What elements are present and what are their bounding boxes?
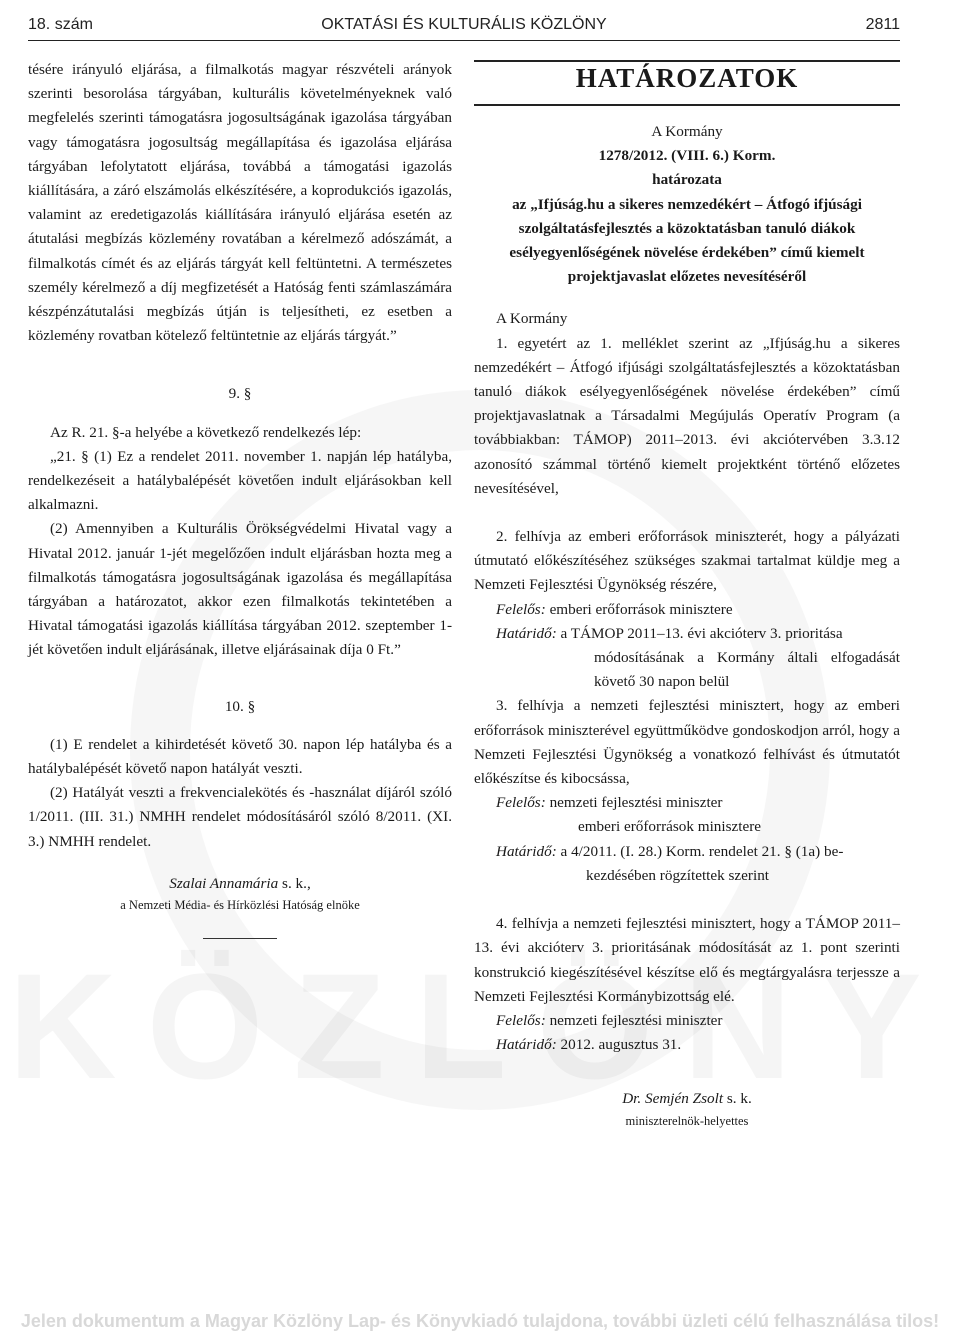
left-signer-suffix: s. k., [282, 874, 311, 892]
page-number: 2811 [865, 16, 900, 33]
decision-number: 1278/2012. (VIII. 6.) Korm. [598, 147, 776, 165]
section-9-intro: Az R. 21. §-a helyébe a következő rendelkezés lép: [50, 423, 362, 441]
decision-subject: az „Ifjúság.hu a sikeres nemzedékért – Átfogó ifjúsági szolgáltatásfejlesztés a közoktatásban tanuló diákok esélyegyenlőségének növelése érdekében” című kiemelt projektjavaslat előzetes nevesítéséről [509, 195, 865, 286]
decision-issuer: A Kormány [651, 123, 723, 140]
section-10-para-1: (1) E rendelet a kihirdetését követő 30. napon lép hatályba és a hatálybalépését követő napon hatályát veszti. [28, 735, 452, 778]
item-4-deadline [474, 1033, 900, 1057]
section-10-heading: 10. § [224, 697, 256, 715]
right-signature [474, 1087, 900, 1111]
item-3-deadline-cont: kezdésében rögzítettek szerint [586, 866, 770, 884]
decision-item-3: 3. felhívja a nemzeti fejlesztési minisztert, hogy az emberi erőforrások miniszterével együttműködve gondoskodjon arról, hogy a Nemzeti Fejlesztési Ügynökség a vonatkozó felhívást és útmutatót előkészítse és kibocsássa, [474, 697, 900, 788]
deadline-value: 2012. augusztus 31. [560, 1036, 682, 1054]
ownership-notice: Jelen dokumentum a Magyar Közlöny Lap- és Könyvkiadó tulajdona, további üzleti célú felhasználása tilos! [20, 1311, 940, 1331]
journal-title: OKTATÁSI ÉS KULTURÁLIS KÖZLÖNY [321, 16, 607, 33]
right-signer-suffix: s. k. [726, 1090, 752, 1108]
deadline-value: a 4/2011. (I. 28.) Korm. rendelet 21. § (1a) be- [560, 842, 844, 860]
section-title: HATÁROZATOK [575, 63, 799, 93]
right-signer-title: miniszterelnök-helyettes [625, 1113, 749, 1128]
section-9-para-2: (2) Amennyiben a Kulturális Örökségvédelmi Hivatal vagy a Hivatal 2012. január 1-jét megelőzően indult eljárásban hozta meg a filmalkotás támogatásra jogosultságának igazolása és megállapítása tárgyában a határozatot, akkor ezen filmalkotás tekintetében a Hivatal támogatási igazolás kiállítása tárgyában 2012. szeptember 1-jét követően indult eljárásának, illetve eljárásainak díja 0 Ft.” [28, 520, 452, 659]
responsible-value: nemzeti fejlesztési miniszter [549, 794, 723, 812]
item-3-responsible-cont: emberi erőforrások minisztere [578, 818, 762, 836]
responsible-label: Felelős: [496, 600, 546, 618]
section-10-para-2: (2) Hatályát veszti a frekvencialekötés és -használat díjáról szóló 1/2011. (III. 31.) NMHH rendelet módosításáról szóló 8/2011. (XI. 3.) NMHH rendelet. [28, 784, 452, 850]
decision-kind: határozata [652, 171, 722, 189]
section-9-para-1: „21. § (1) Ez a rendelet 2011. november 1. napján lép hatályba, rendelkezéseit a hatálybalépését követően indult eljárásokban kell alkalmazni. [28, 447, 452, 514]
section-title-box [474, 60, 900, 106]
item-2-deadline-cont: módosításának a Kormány általi elfogadását követő 30 napon belül [594, 649, 900, 691]
deadline-value: a TÁMOP 2011–13. évi akcióterv 3. prioritása [560, 624, 843, 642]
responsible-value: nemzeti fejlesztési miniszter [549, 1011, 723, 1029]
government-label: A Kormány [496, 310, 568, 328]
issue-number: 18. szám [28, 16, 93, 33]
page-header [28, 14, 900, 41]
deadline-label: Határidő: [496, 1036, 557, 1054]
left-column [28, 58, 452, 939]
left-signer-name: Szalai Annamária [169, 874, 279, 892]
item-3-responsible [474, 791, 900, 815]
section-9-heading: 9. § [228, 385, 252, 403]
responsible-label: Felelős: [496, 1011, 546, 1029]
decision-item-2: 2. felhívja az emberi erőforrások miniszterét, hogy a pályázati útmutató előkészítéséhez szükséges szakmai tartalmat küldje meg a Nemzeti Fejlesztési Ügynökség részére, [474, 528, 900, 594]
decision-item-4: 4. felhívja a nemzeti fejlesztési minisztert, hogy a TÁMOP 2011–13. évi akcióterv 3. prioritásának módosítását az 1. pont szerinti konstrukció kiegészítésével készítse elő és megtárgyalásra terjessze a Nemzeti Fejlesztési Kormánybizottság elé. [474, 915, 900, 1005]
deadline-label: Határidő: [496, 624, 557, 642]
item-4-responsible [474, 1009, 900, 1033]
responsible-label: Felelős: [496, 794, 546, 812]
left-paragraph-1: tésére irányuló eljárása, a filmalkotás magyar részvételi arányok szerinti besorolása tárgyában, kulturális követelményeknek való megfelelés szerinti támogatásra jogosultságának igazolása tárgyában vagy támogatásra jogosultság megállapítása és igazolása eljárása tárgyában lefolytatott eljárása, továbbá a támogatási igazolás kiállítására, a záró elszámolás elkészítésére, a koprodukciós igazolás, valamint az eredetigazolás kiállítására irányuló eljárása esetén az átutalási megbízás közlemény rovatában a kérelmező adószámát, a filmalkotás címét és az eljárás tárgyát kell feltüntetni. A természetes személy kérelmező a díj megfizetését a Hatóság fenti számlaszámára készpénzátutalási megbízás útján is teljesítheti, ez esetben a közlemény rovatban kötelező feltüntetnie az eljárás tárgyát.” [28, 61, 452, 345]
deadline-label: Határidő: [496, 842, 557, 860]
decision-item-1: 1. egyetért az 1. melléklet szerint az „Ifjúság.hu a sikeres nemzedékért – Átfogó ifjúsági szolgáltatásfejlesztés a közoktatásban tanuló diákok esélyegyenlőségének növelése érdekében” című projektjavaslatnak a Társadalmi Megújulás Operatív Program (a továbbiakban: TÁMOP) 2011–2013. évi akciótervében 3.3.12 azonosító számmal történő kiemelt projektként történő előzetes nevesítésével, [474, 334, 900, 497]
right-column [474, 58, 900, 1130]
left-signature [28, 872, 452, 896]
left-signer-title: a Nemzeti Média- és Hírközlési Hatóság elnöke [120, 898, 360, 913]
responsible-value: emberi erőforrások minisztere [549, 600, 733, 618]
item-2-deadline [474, 622, 900, 646]
item-2-responsible [474, 598, 900, 622]
right-signer-name: Dr. Semjén Zsolt [622, 1090, 724, 1108]
section-divider [203, 938, 277, 939]
item-3-deadline [474, 840, 900, 864]
